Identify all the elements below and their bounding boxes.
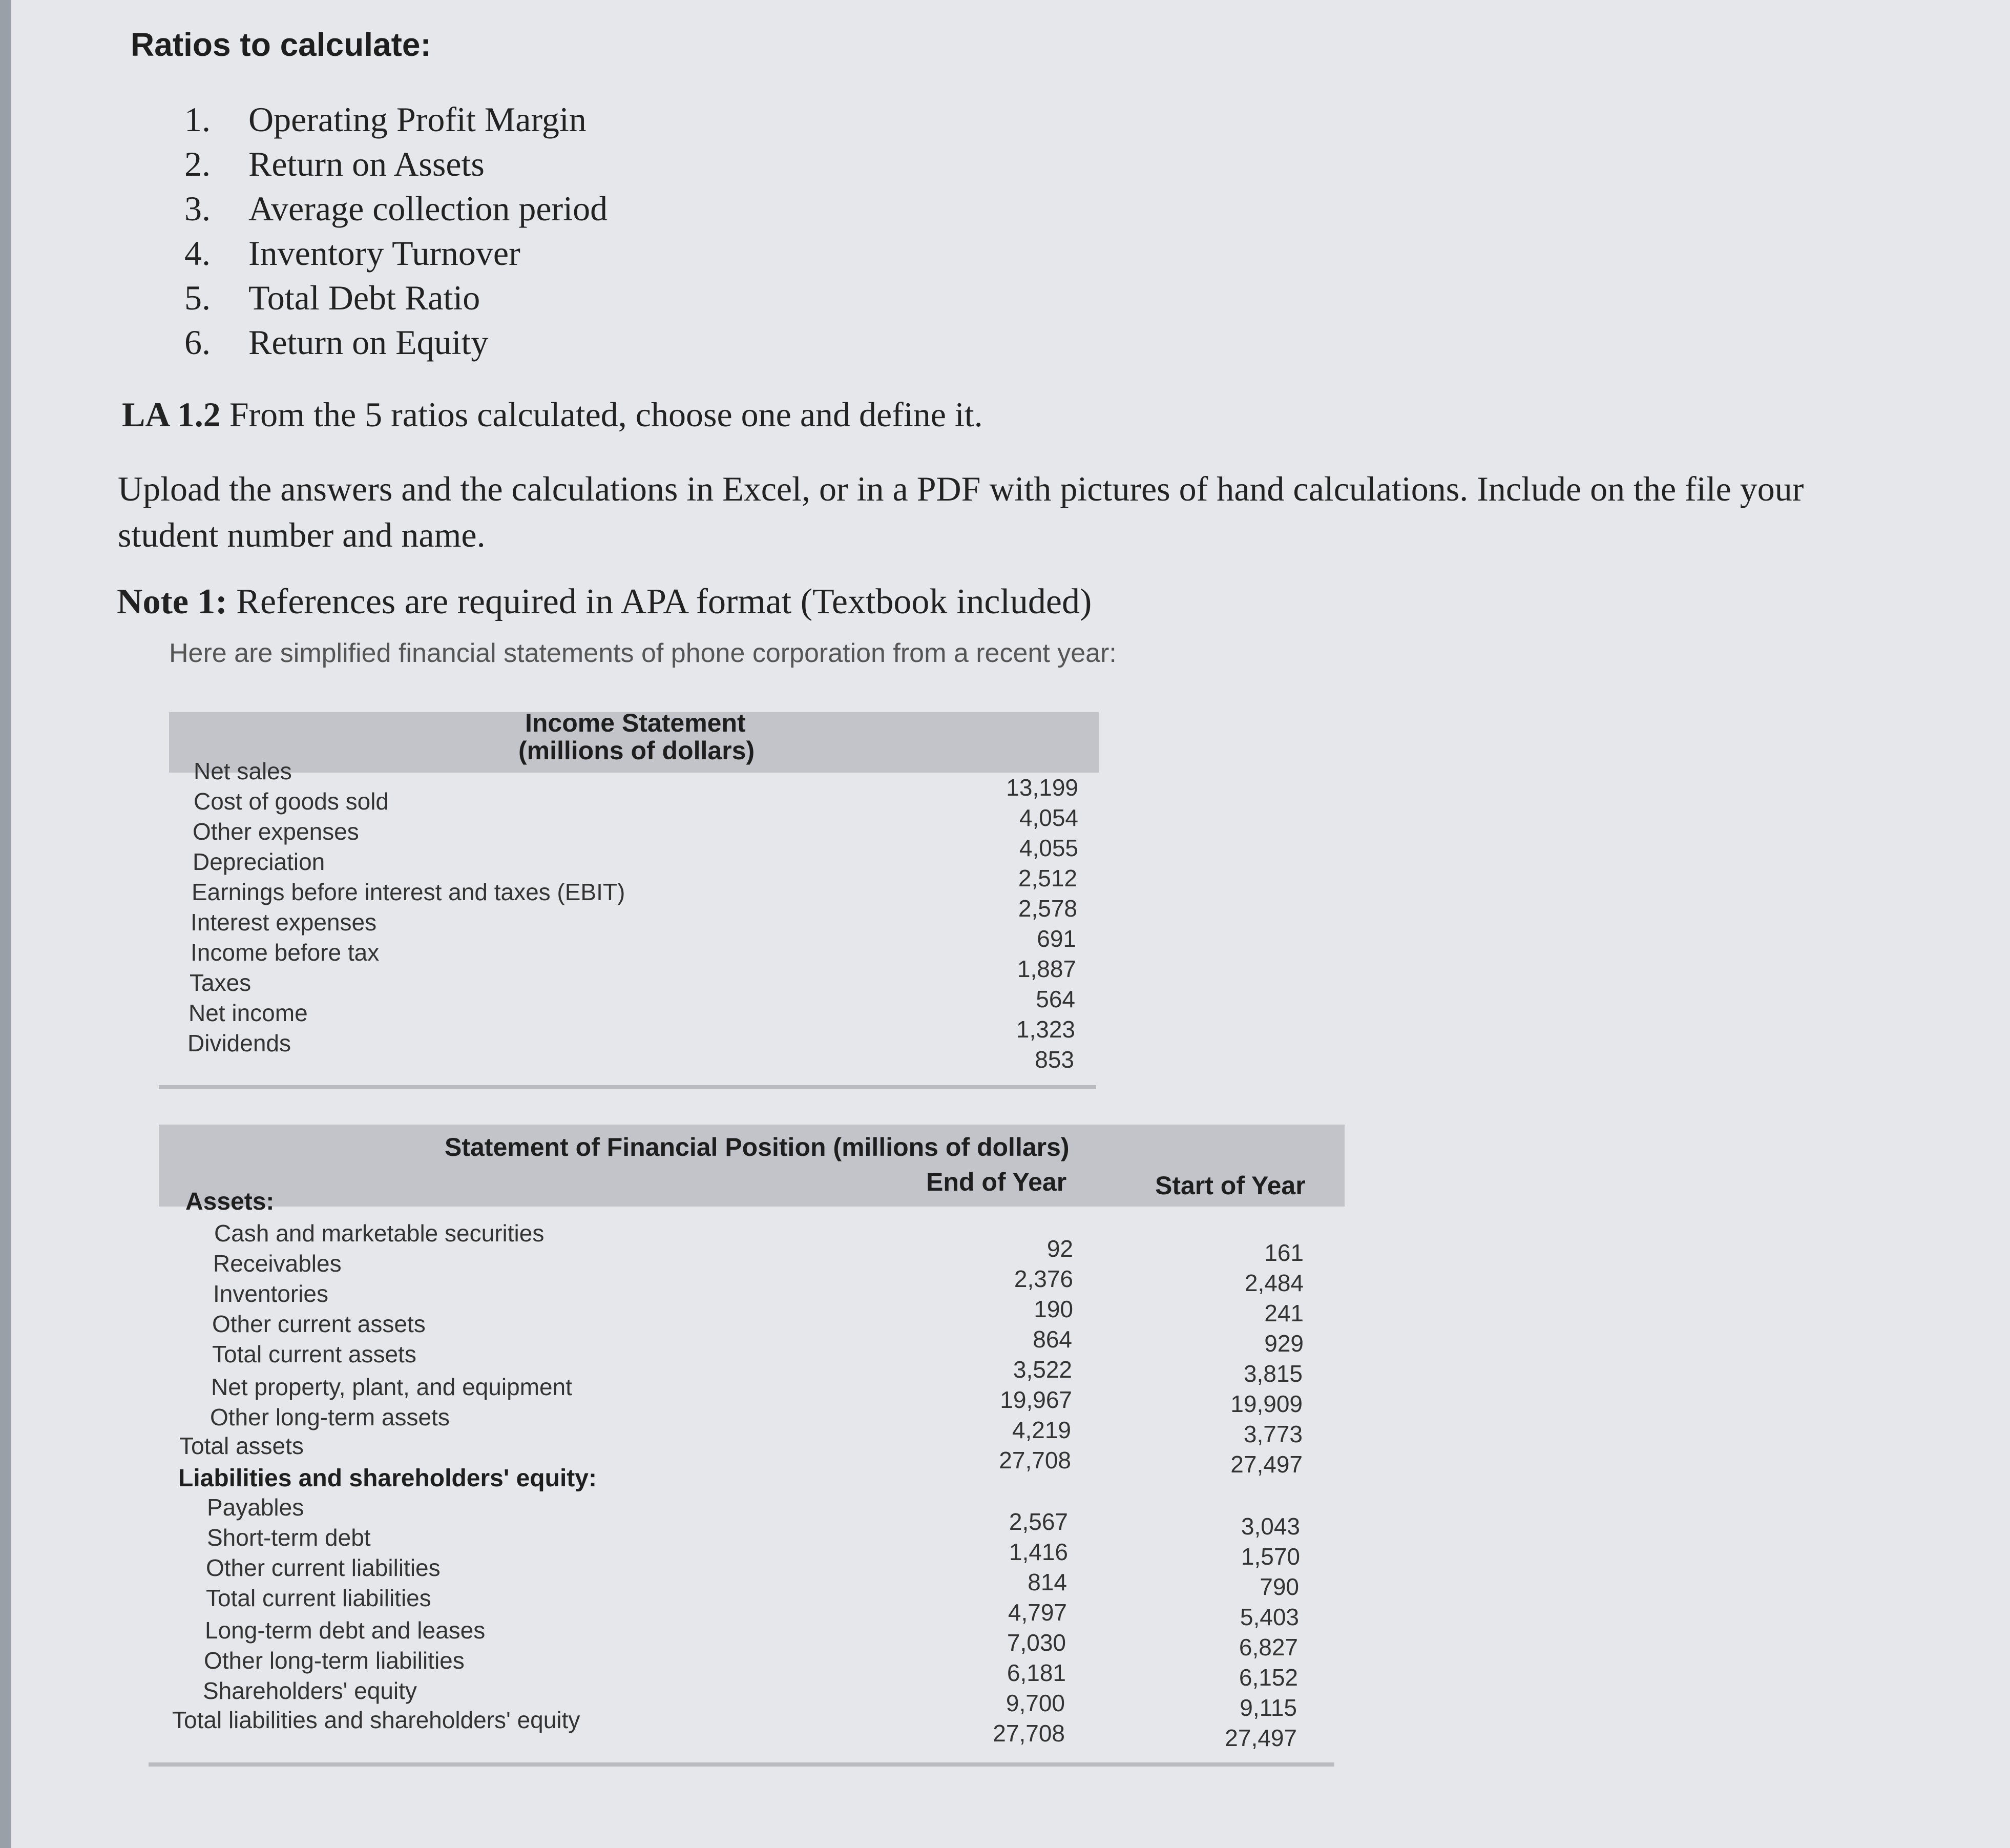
asset-start-value: 241 [1264, 1300, 1304, 1326]
ratio-number: 2. [184, 144, 211, 183]
assets-heading: Assets: [185, 1188, 275, 1215]
asset-end-value: 2,376 [1014, 1265, 1073, 1292]
income-row-value: 2,578 [1018, 895, 1077, 922]
liability-row-label: Shareholders' equity [203, 1677, 417, 1704]
income-row-label: Interest expenses [191, 909, 377, 936]
asset-row-label: Total current assets [212, 1341, 416, 1367]
asset-start-value: 19,909 [1230, 1390, 1303, 1417]
ratio-item [184, 276, 608, 320]
ratio-item [184, 186, 608, 231]
la-text: From the 5 ratios calculated, choose one and define it. [220, 395, 983, 434]
liability-row-label: Short-term debt [207, 1524, 371, 1551]
ratios-heading: Ratios to calculate: [131, 26, 431, 63]
income-row-label: Dividends [187, 1030, 291, 1056]
note-text: References are required in APA format (Textbook included) [227, 582, 1092, 621]
ratio-number: 1. [184, 100, 211, 139]
asset-row-label: Other long-term assets [210, 1404, 450, 1430]
note-label: Note 1: [117, 582, 227, 621]
asset-end-value: 92 [1046, 1235, 1073, 1262]
income-row-value: 2,512 [1018, 865, 1077, 891]
la-instruction [122, 394, 983, 435]
ratio-text: Average collection period [248, 189, 608, 228]
liability-start-value: 3,043 [1241, 1513, 1300, 1540]
ratio-item [184, 97, 608, 142]
ratio-item [184, 320, 608, 365]
ratio-number: 4. [184, 234, 211, 273]
asset-end-value: 3,522 [1013, 1356, 1072, 1383]
upload-instruction-line1: Upload the answers and the calculations in Excel, or in a PDF with pictures of hand calculations. Include on the file your [118, 469, 1804, 508]
ratio-item [184, 231, 608, 276]
asset-start-value: 929 [1264, 1330, 1304, 1357]
liability-end-value: 1,416 [1009, 1539, 1068, 1565]
ratio-number: 6. [184, 323, 211, 362]
total-liabilities-start-value: 27,497 [1225, 1725, 1297, 1751]
ratio-text: Total Debt Ratio [248, 278, 480, 317]
income-statement-bottom-rule [159, 1085, 1096, 1089]
liability-row-label: Other current liabilities [206, 1554, 441, 1581]
left-edge-strip [0, 0, 11, 1848]
start-of-year-header: Start of Year [1155, 1171, 1306, 1200]
income-row-label: Depreciation [193, 848, 325, 875]
asset-row-label: Cash and marketable securities [214, 1220, 545, 1247]
end-of-year-header: End of Year [926, 1168, 1067, 1196]
liability-start-value: 6,152 [1239, 1664, 1298, 1691]
liability-start-value: 6,827 [1239, 1634, 1298, 1660]
income-row-value: 4,054 [1019, 804, 1078, 831]
income-row-value: 691 [1037, 925, 1076, 952]
liability-row-label: Total current liabilities [206, 1585, 431, 1611]
income-row-label: Cost of goods sold [194, 788, 389, 815]
financial-position-title: Statement of Financial Position (millions of dollars) [445, 1133, 1070, 1161]
liability-start-value: 5,403 [1240, 1604, 1299, 1630]
liability-row-label: Payables [207, 1494, 304, 1521]
liability-end-value: 4,797 [1008, 1599, 1067, 1626]
asset-row-label: Inventories [213, 1280, 329, 1307]
liability-end-value: 6,181 [1007, 1659, 1066, 1686]
liability-end-value: 814 [1028, 1569, 1067, 1595]
total-assets-label: Total assets [179, 1432, 304, 1459]
income-row-label: Earnings before interest and taxes (EBIT) [192, 879, 625, 905]
income-row-label: Taxes [190, 969, 252, 996]
liability-end-value: 9,700 [1006, 1690, 1065, 1716]
income-statement-subtitle: (millions of dollars) [518, 736, 755, 765]
ratio-text: Inventory Turnover [248, 234, 520, 273]
liability-end-value: 7,030 [1007, 1629, 1066, 1656]
liability-start-value: 1,570 [1241, 1543, 1300, 1570]
financial-position-bottom-rule [149, 1762, 1334, 1767]
ratio-number: 3. [184, 189, 211, 228]
total-liabilities-end-value: 27,708 [993, 1720, 1065, 1747]
liability-start-value: 9,115 [1240, 1694, 1297, 1721]
asset-row-label: Other current assets [212, 1311, 426, 1337]
income-row-value: 564 [1036, 986, 1075, 1012]
income-row-value: 1,323 [1016, 1016, 1075, 1043]
income-row-value: 13,199 [1006, 774, 1078, 801]
ratio-number: 5. [184, 278, 211, 317]
asset-end-value: 864 [1033, 1326, 1072, 1353]
income-row-label: Net income [189, 1000, 308, 1026]
total-assets-start-value: 27,497 [1230, 1451, 1303, 1478]
liability-row-label: Long-term debt and leases [205, 1617, 486, 1644]
income-row-label: Net sales [194, 758, 292, 784]
total-assets-end-value: 27,708 [999, 1447, 1071, 1473]
asset-start-value: 3,815 [1243, 1360, 1303, 1387]
liability-start-value: 790 [1260, 1573, 1299, 1600]
asset-start-value: 2,484 [1244, 1270, 1304, 1296]
ratio-text: Return on Assets [248, 144, 485, 183]
note-instruction [117, 582, 1092, 622]
asset-end-value: 190 [1034, 1296, 1073, 1322]
income-row-label: Income before tax [191, 939, 380, 966]
upload-instruction-line2: student number and name. [118, 515, 486, 554]
liability-end-value: 2,567 [1009, 1508, 1068, 1535]
income-row-value: 853 [1035, 1046, 1074, 1073]
la-label: LA 1.2 [122, 395, 221, 434]
income-row-value: 4,055 [1019, 835, 1078, 861]
income-statement-title: Income Statement [525, 709, 746, 737]
income-row-value: 1,887 [1017, 956, 1076, 982]
liabilities-heading: Liabilities and shareholders' equity: [178, 1465, 597, 1492]
ratio-item [184, 142, 608, 186]
statements-intro: Here are simplified financial statements of phone corporation from a recent year: [169, 638, 1117, 668]
ratio-text: Return on Equity [248, 323, 489, 362]
total-liabilities-label: Total liabilities and shareholders' equity [172, 1707, 580, 1733]
ratio-text: Operating Profit Margin [248, 100, 587, 139]
asset-start-value: 3,773 [1243, 1421, 1303, 1447]
asset-row-label: Net property, plant, and equipment [211, 1374, 572, 1400]
asset-end-value: 4,219 [1012, 1417, 1071, 1443]
income-row-label: Other expenses [193, 818, 359, 845]
asset-end-value: 19,967 [1000, 1386, 1072, 1413]
asset-row-label: Receivables [213, 1250, 342, 1277]
liability-row-label: Other long-term liabilities [204, 1647, 465, 1674]
ratio-list [184, 97, 608, 365]
asset-start-value: 161 [1264, 1239, 1304, 1266]
